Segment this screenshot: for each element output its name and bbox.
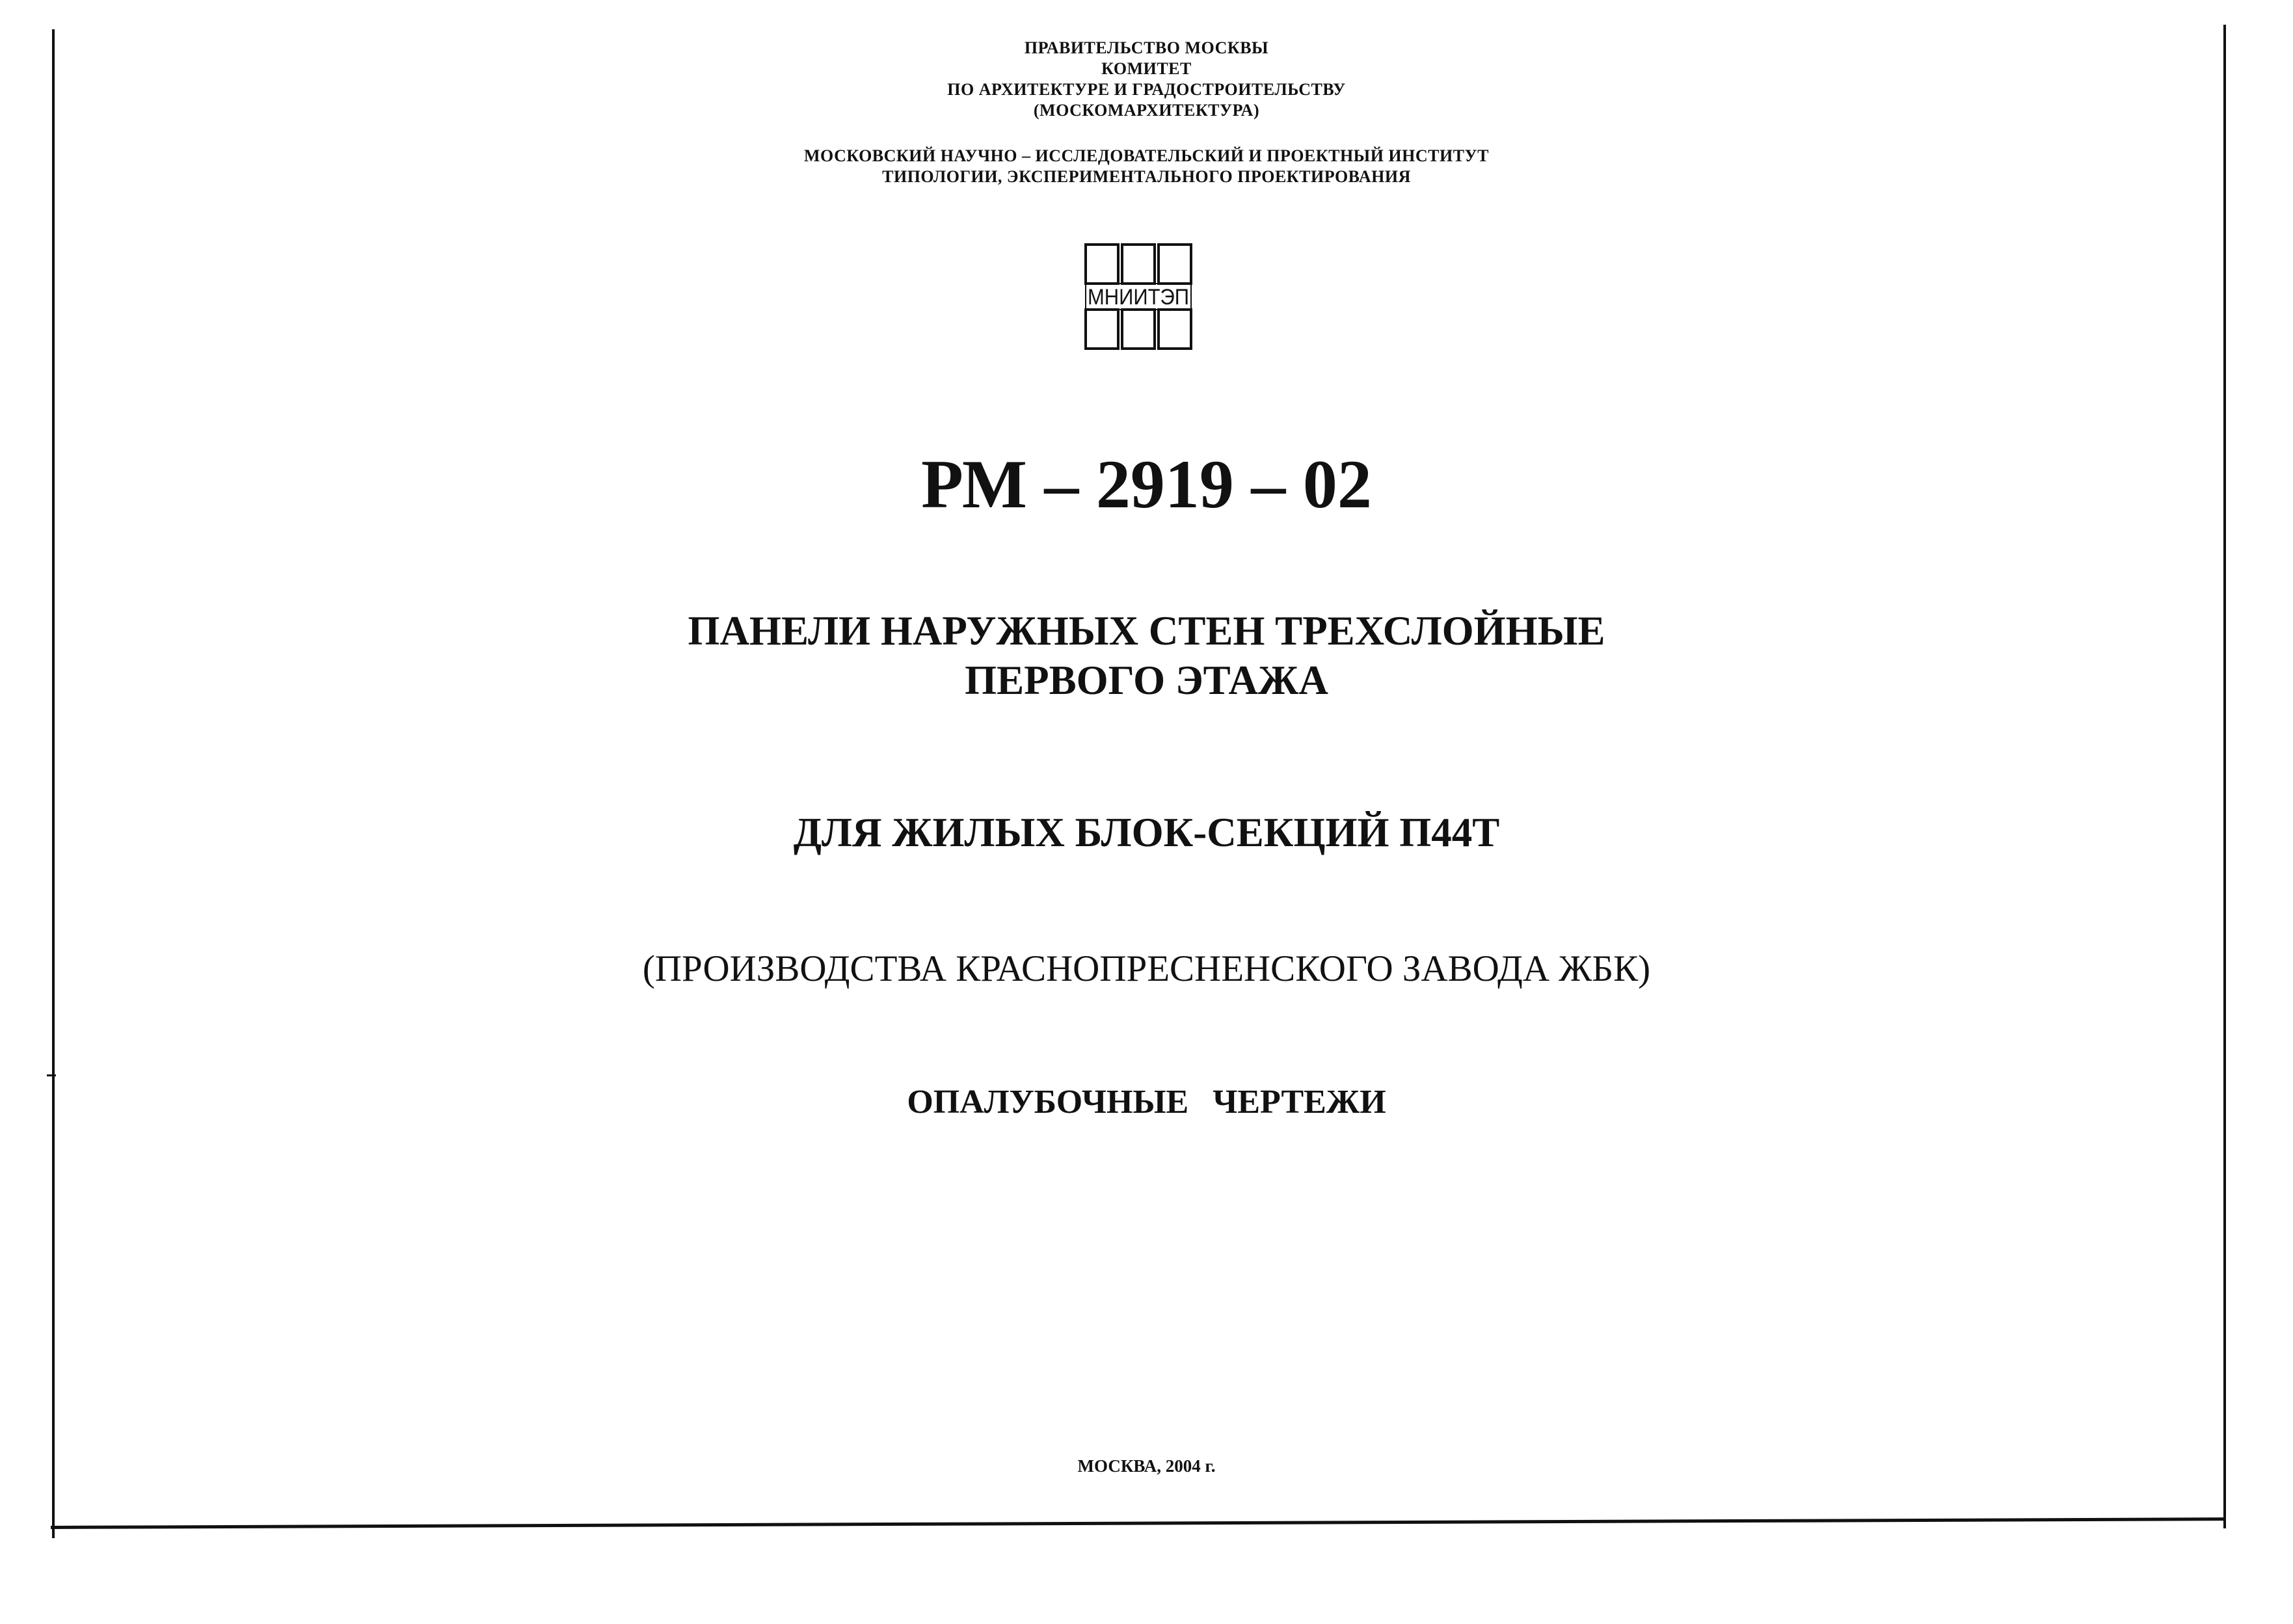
logo-square: [1159, 310, 1191, 349]
document-title-line2: ПЕРВОГО ЭТАЖА: [965, 658, 1328, 703]
frame-bottom-border: [51, 1517, 2226, 1529]
document-producer: (ПРОИЗВОДСТВА КРАСНОПРЕСНЕНСКОГО ЗАВОДА ЖБК): [642, 948, 1651, 989]
place-and-year: МОСКВА, 2004 г.: [1077, 1456, 1216, 1476]
institute-name-line1: МОСКОВСКИЙ НАУЧНО – ИССЛЕДОВАТЕЛЬСКИЙ И ПРОЕКТНЫЙ ИНСТИТУТ: [804, 146, 1489, 165]
document-code: РМ – 2919 – 02: [921, 446, 1372, 522]
logo-square: [1122, 245, 1155, 284]
document-subject: ОПАЛУБОЧНЫЕ ЧЕРТЕЖИ: [907, 1084, 1386, 1121]
mniitep-logo-icon: [1083, 242, 1194, 351]
header-committee: КОМИТЕТ: [1101, 59, 1192, 78]
document-purpose: ДЛЯ ЖИЛЫХ БЛОК-СЕКЦИЙ П44Т: [793, 810, 1500, 855]
logo-square: [1086, 310, 1118, 349]
header-committee-scope: ПО АРХИТЕКТУРЕ И ГРАДОСТРОИТЕЛЬСТВУ: [947, 80, 1346, 99]
frame-left-border: [52, 29, 55, 1538]
logo-square: [1159, 245, 1191, 284]
header-committee-abbrev: (МОСКОМАРХИТЕКТУРА): [1033, 101, 1260, 120]
header-government: ПРАВИТЕЛЬСТВО МОСКВЫ: [1024, 38, 1269, 57]
frame-right-border: [2223, 25, 2226, 1528]
institute-name-line2: ТИПОЛОГИИ, ЭКСПЕРИМЕНТАЛЬНОГО ПРОЕКТИРОВАНИЯ: [882, 167, 1411, 186]
logo-text: МНИИТЭП: [1088, 285, 1189, 310]
document-title-line1: ПАНЕЛИ НАРУЖНЫХ СТЕН ТРЕХСЛОЙНЫЕ: [688, 608, 1605, 654]
logo-square: [1086, 245, 1118, 284]
frame-tick-mark: [47, 1074, 56, 1076]
logo-square: [1122, 310, 1155, 349]
